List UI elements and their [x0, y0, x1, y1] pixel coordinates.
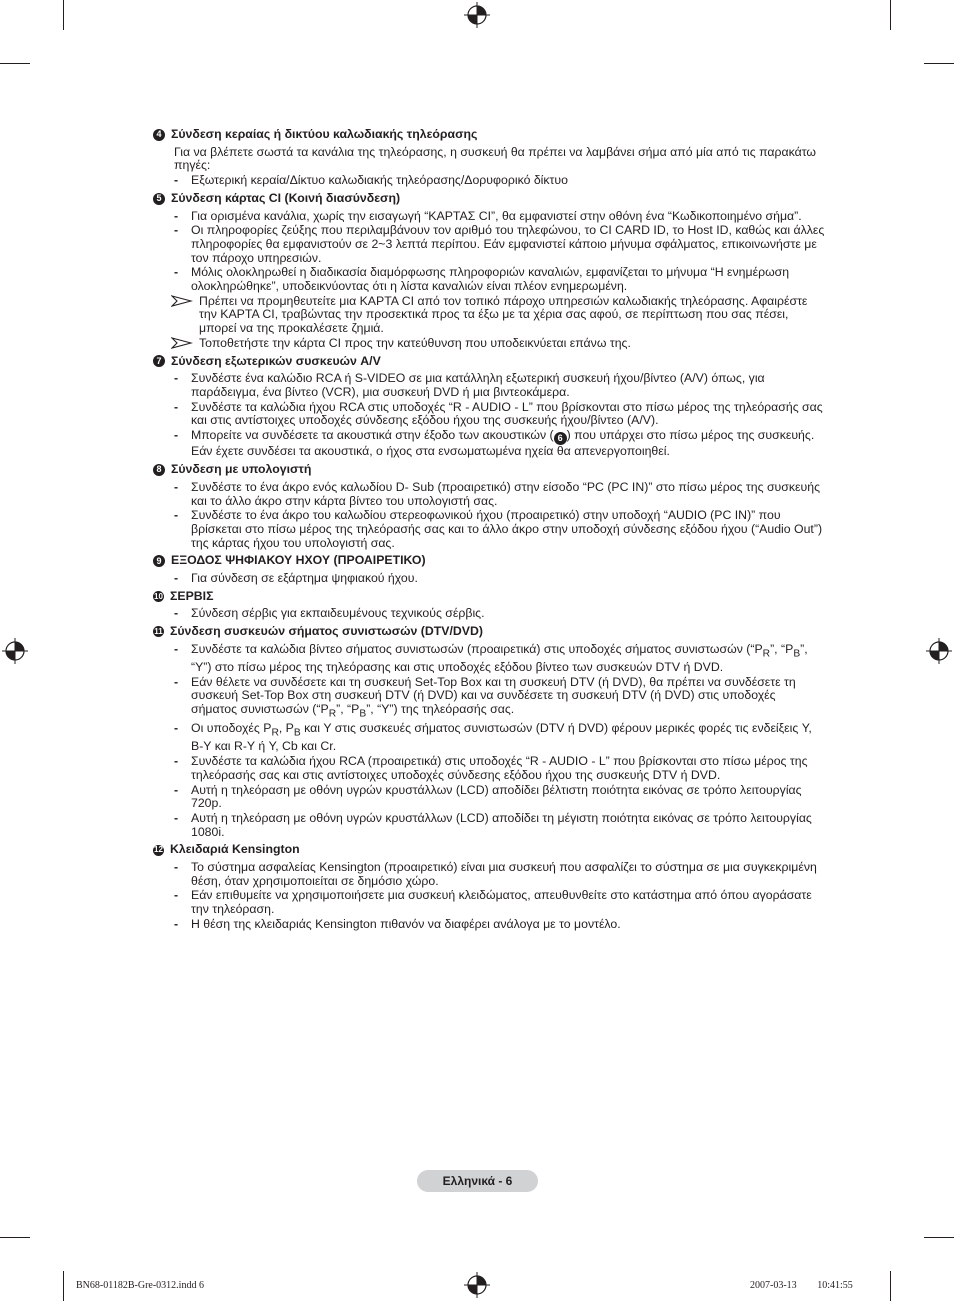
list-item: - Συνδέστε τα καλώδια βίντεο σήματος συνιστωσών (προαιρετικά) στις υποδοχές σήματος συνιστωσών (“$P_R$”, “$P_B$”, “Y”) στο πίσω μέρος της τηλεόρασης και στις υποδοχές εξόδου βίντεο των συσκευών DTV ή DVD. — [174, 641, 808, 674]
section-title: Σύνδεση συσκευών σήματος συνιστωσών (DTV/DVD) — [170, 624, 483, 639]
registration-mark-icon — [464, 2, 490, 28]
note-item: Τοποθετήστε την κάρτα CI προς την κατεύθυνση που υποδεικνύεται επάνω της. — [153, 337, 825, 351]
list-item: - Σύνδεση σέρβις για εκπαιδευμένους τεχνικούς σέρβις. — [174, 606, 485, 621]
section-antenna — [153, 128, 825, 188]
registration-mark-icon — [2, 638, 28, 664]
list-item: - Συνδέστε τα καλώδια ήχου RCA στις υποδοχές “R - AUDIO - L” που βρίσκονται στο πίσω μέρος της τηλεόρασής σας και στις αντίστοιχες υποδοχές σύνδεσης εξόδου ήχου της συσκευής ήχου/βίντεο (A/V). — [174, 399, 823, 428]
number-badge: 8 — [153, 464, 165, 476]
section-title: Σύνδεση με υπολογιστή — [171, 462, 312, 477]
section-heading — [153, 128, 825, 142]
section-kensington — [153, 843, 825, 931]
headphone-jack-badge: 6 — [554, 432, 567, 445]
crop-mark — [0, 1237, 30, 1238]
number-badge: 9 — [153, 555, 165, 567]
section-heading — [153, 843, 825, 857]
section-title: ΣΕΡΒΙΣ — [170, 588, 214, 603]
list-item: - Συνδέστε ένα καλώδιο RCA ή S-VIDEO σε μια κατάλληλη εξωτερική συσκευή ήχου/βίντεο (A/V) όπως, για παράδειγμα, ένα βίντεο (VCR), μια συσκευή DVD ή μια βιντεοκάμερα. — [174, 371, 765, 399]
crop-mark — [63, 0, 64, 30]
list-item: - Μπορείτε να συνδέσετε τα ακουστικά στην έξοδο των ακουστικών ( 6 ) που υπάρχει στο πίσω μέρος της συσκευής. Εάν έχετε συνδέσει τα ακουστικά, ο ήχος στα ενσωματωμένα ηχεία θα απενεργοποιηθεί. — [174, 428, 815, 459]
list-item: - Συνδέστε το ένα άκρο ενός καλωδίου D- Sub (προαιρετικό) στην είσοδο “PC (PC IN)” στο πίσω μέρος της συσκευής και το άλλο άκρο στην κάρτα βίντεο του υπολογιστή σας. — [174, 479, 820, 508]
section-heading — [153, 554, 825, 568]
crop-mark — [924, 1237, 954, 1238]
crop-mark — [63, 1271, 64, 1301]
number-badge: 10 — [154, 591, 163, 601]
section-service — [153, 590, 825, 621]
date-slug: 2007-03-13 ￿￿ 10:41:55 — [750, 1280, 853, 1291]
number-badge: 11 — [154, 626, 163, 636]
list-item: - Οι πληροφορίες ζεύξης που περιλαμβάνουν τον αριθμό του τηλεφώνου, το CI CARD ID, το Host ID, καθώς και άλλες πληροφορίες θα εμφανιστούν σε 2~3 λεπτά περίπου. Εάν εμφανιστεί κάποιο μήνυμα σφάλματος, επικοινωνήστε με τον πάροχο υπηρεσιών. — [174, 223, 825, 265]
section-av-devices — [153, 355, 825, 460]
section-heading — [153, 463, 825, 477]
section-heading — [153, 355, 825, 369]
list-item: - Συνδέστε τα καλώδια ήχου RCA (προαιρετικά) στις υποδοχές “R - AUDIO - L” που βρίσκονται στο πίσω μέρος της τηλεόρασής σας και στις αντίστοιχες υποδοχές σύνδεσης εξόδου ήχου της συσκευής DTV ή DVD. — [174, 754, 808, 782]
page-number-label: Ελληνικά - 6 — [417, 1170, 538, 1192]
list-item: - Εάν επιθυμείτε να χρησιμοποιήσετε μια συσκευή κλειδώματος, απευθυνθείτε στο κατάστημα από όπου αγοράσατε την τηλεόραση. — [174, 888, 812, 917]
section-title: Κλειδαριά Kensington — [170, 842, 300, 857]
section-title: Σύνδεση εξωτερικών συσκευών A/V — [171, 353, 381, 368]
list-item: - Το σύστημα ασφαλείας Kensington (προαιρετικό) είναι μια συσκευή που ασφαλίζει το σύστημα σε μια συγκεκριμένη θέση, όταν χρησιμοποιείται σε δημόσιο χώρο. — [174, 860, 817, 888]
crop-mark — [924, 63, 954, 64]
registration-mark-icon — [464, 1272, 490, 1298]
list-item: - Εάν θέλετε να συνδέσετε και τη συσκευή Set-Top Box και τη συσκευή DTV (ή DVD), θα πρέπει να συνδέσετε τη συσκευή Set-Top Box στη συσκευή DTV (ή DVD) και να συνδέσετε τη συσκευή DTV (ή DVD) στις υποδοχές σήματος συνιστωσών (“$P_R$”, “$P_B$”, “Y”) της τηλεόρασής σας. — [174, 674, 796, 720]
section-pc — [153, 463, 825, 550]
list-item: - Για σύνδεση σε εξάρτημα ψηφιακού ήχου. — [174, 571, 418, 586]
number-badge: 4 — [153, 129, 165, 141]
section-ci-card — [153, 192, 825, 351]
list-item: - Αυτή η τηλεόραση με οθόνη υγρών κρυστάλλων (LCD) αποδίδει βέλτιστη ποιότητα εικόνας σε τρόπο λειτουργίας 720p. — [174, 782, 802, 811]
list-item: - Μόλις ολοκληρωθεί η διαδικασία διαμόρφωσης πληροφοριών καναλιών, εμφανίζεται το μήνυμα “Η ενημέρωση ολοκληρώθηκε”, υποδεικνύοντας ότι η λίστα καναλιών είναι πλέον ενημερωμένη. — [174, 265, 790, 294]
crop-mark — [0, 63, 30, 64]
section-title: Σύνδεση κάρτας CI (Κοινή διασύνδεση) — [171, 190, 401, 205]
number-badge: 12 — [154, 845, 163, 855]
list-item: - Η θέση της κλειδαριάς Kensington πιθανόν να διαφέρει ανάλογα με το μοντέλο. — [174, 916, 621, 931]
list-item: - Εξωτερική κεραία/Δίκτυο καλωδιακής τηλεόρασης/Δορυφορικό δίκτυο — [174, 173, 568, 188]
note-arrow-icon — [171, 336, 193, 350]
section-title: Σύνδεση κεραίας ή δικτύου καλωδιακής τηλεόρασης — [171, 127, 478, 141]
note-item: Πρέπει να προμηθευτείτε μια ΚΑΡΤΑ CI από τον τοπικό πάροχο υπηρεσιών καλωδιακής τηλεόρασης. Αφαιρέστε την ΚΑΡΤΑ CI, τραβώντας την προσεκτικά προς τα έξω με τα χέρια σας αφού, σε περίπτωση που σας πέσει, μπορεί να της προκαλέσετε ζημιά. — [153, 295, 825, 336]
crop-mark — [890, 0, 891, 30]
list-item: - Οι υποδοχές $P_R$, $P_B$ και Y στις συσκευές σήματος συνιστωσών (DTV ή DVD) φέρουν μερικές φορές τις ενδείξεις Y, B-Y και R-Y ή Y, Cb και Cr. — [174, 721, 812, 754]
list-item: - Συνδέστε το ένα άκρο του καλωδίου στερεοφωνικού ήχου (προαιρετικό) στην υποδοχή “AUDIO (PC IN)” που βρίσκεται στο πίσω μέρος της τηλεόρασής σας και το άλλο άκρο στην υποδοχή σύνδεσης εξόδου ήχου (“Audio Out”) της κάρτας ήχου του υπολογιστή σας. — [174, 508, 823, 550]
file-slug: BN68-01182B-Gre-0312.indd 6 — [76, 1280, 204, 1291]
section-heading — [153, 625, 825, 639]
list-item: - Για ορισμένα κανάλια, χωρίς την εισαγωγή “ΚΑΡΤΑΣ CI”, θα εμφανιστεί στην οθόνη ένα “Κωδικοποιημένο σήμα”. — [174, 208, 802, 223]
crop-mark — [890, 1271, 891, 1301]
registration-mark-icon — [926, 638, 952, 664]
note-arrow-icon — [171, 294, 193, 308]
section-digital-audio — [153, 554, 825, 585]
section-intro: Για να βλέπετε σωστά τα κανάλια της τηλεόρασης, η συσκευή θα πρέπει να λαμβάνει σήμα από μία από τις παρακάτω πηγές: — [174, 144, 816, 173]
number-badge: 5 — [153, 193, 165, 205]
section-heading — [153, 192, 825, 206]
section-heading — [153, 590, 825, 604]
number-badge: 7 — [153, 355, 165, 367]
section-title: ΕΞΟΔΟΣ ΨΗΦΙΑΚΟΥ ΗΧΟΥ (ΠΡΟΑΙΡΕΤΙΚΟ) — [171, 553, 426, 568]
section-component — [153, 625, 825, 839]
list-item: - Αυτή η τηλεόραση με οθόνη υγρών κρυστάλλων (LCD) αποδίδει τη μέγιστη ποιότητα εικόνας σε τρόπο λειτουργίας 1080i. — [174, 810, 812, 839]
manual-content — [153, 128, 825, 936]
